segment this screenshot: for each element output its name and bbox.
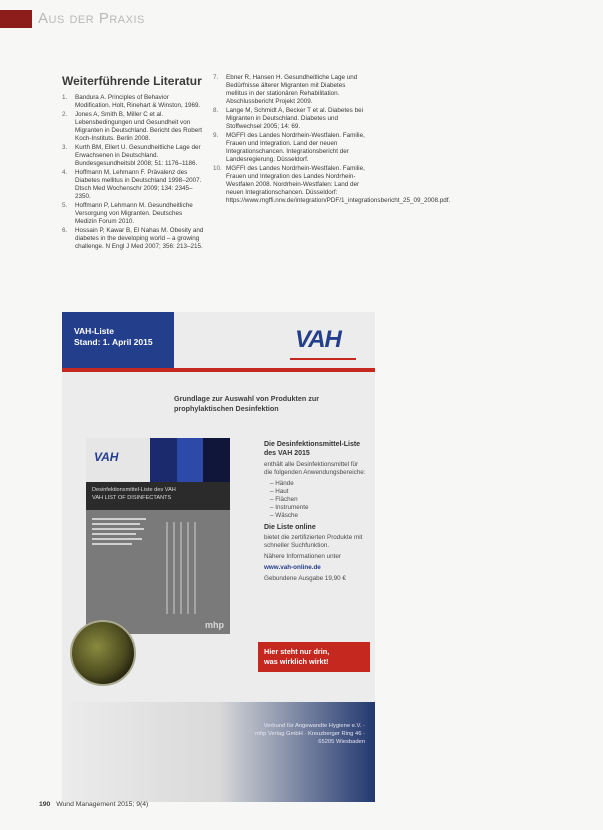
vah-advertisement <box>62 312 375 802</box>
ad-url-link[interactable]: www.vah-online.de <box>264 564 321 571</box>
cover-title: Desinfektionsmittel-Liste des VAH <box>92 487 176 493</box>
reference-text: Lange M, Schmidt A, Becker T et al. Diabetes bei Migranten in Deutschland. Diabetes und Stoffwechsel 2005; 14: 69. <box>226 107 363 130</box>
ad-order-label: Nähere Informationen unter <box>264 553 342 560</box>
ad-red-rule <box>62 368 375 372</box>
reference-number: 2. <box>62 111 68 118</box>
reference-item <box>62 111 204 143</box>
journal-name: Wund Management 2015; 9(4) <box>56 801 149 808</box>
vah-logo: VAH <box>295 326 341 353</box>
reference-text: Jones A, Smith B, Miller C et al. Lebensbedingungen und Gesundheit von Migranten in Deutschland. Bericht des Robert Koch-Instituts. Berlin 2008. <box>75 111 203 142</box>
reference-number: 5. <box>62 202 68 209</box>
reference-number: 6. <box>62 227 68 234</box>
reference-item <box>62 227 204 251</box>
reference-text: Kurth BM, Ellert U. Gesundheitliche Lage der Erwachsenen in Deutschland. Bundesgesundheitsbl 2008; 51: 1176–1186. <box>75 144 201 167</box>
literature-right-column <box>213 74 451 206</box>
reference-number: 4. <box>62 169 68 176</box>
references-list-left <box>62 94 204 251</box>
reference-number: 1. <box>62 94 68 101</box>
cover-stripes <box>166 522 206 614</box>
ad-info-heading: Die Desinfektionsmittel-Liste des VAH 2015 <box>264 441 361 457</box>
ad-online-text: bietet die zertifizierten Produkte mit schneller Suchfunktion. <box>264 534 363 549</box>
page-number: 190 <box>39 801 51 808</box>
ad-bullet-item: – Wäsche <box>270 512 298 519</box>
literature-title: Weiterführende Literatur <box>62 74 202 88</box>
reference-text: MGFFI des Landes Nordrhein-Westfalen. Familie, Frauen und Integration. Land der neuen Integrationschancen. Integrationsbericht der Landesregierung. Düsseldorf. <box>226 132 365 163</box>
reference-item <box>213 132 366 164</box>
reference-text: Hossain P, Kawar B, El Nahas M. Obesity and diabetes in the developing world – a growing challenge. N Engl J Med 2007; 356: 213–215. <box>75 227 204 250</box>
reference-item <box>213 107 366 131</box>
references-list-right <box>213 74 451 205</box>
petri-dish-image <box>70 620 136 686</box>
ad-banner-title: VAH-Liste <box>74 326 114 336</box>
reference-text: Bandura A. Principles of Behavior Modification. Holt, Rinehart & Winston, 1969. <box>75 94 201 109</box>
reference-text: Hoffmann P, Lehmann M. Gesundheitliche Versorgung von Migranten. Deutsches Medizin Forum 2010. <box>75 202 193 225</box>
ad-banner <box>62 312 174 368</box>
section-marker <box>0 10 32 28</box>
ad-footer-text: Verbund für Angewandte Hygiene e.V. · mhp Verlag GmbH · Kreuzberger Ring 46 · 65205 Wiesbaden <box>255 723 365 745</box>
cover-publisher: mhp <box>205 620 224 630</box>
reference-item <box>62 94 204 110</box>
reference-item <box>62 202 204 226</box>
reference-text: Ebner R, Hansen H. Gesundheitliche Lage und Bedürfnisse älterer Migranten mit Diabetes mellitus in der stationären Rehabilitation. Abschlussbericht Projekt 2009. <box>226 74 358 105</box>
reference-item <box>62 169 204 201</box>
ad-bullet-item: – Instrumente <box>270 504 309 511</box>
reference-text: Hoffmann M, Lehmann F. Prävalenz des Diabetes mellitus in Deutschland 1998–2007. Dtsch Med Wochenschr 2009; 134: 2345–2350. <box>75 169 202 200</box>
reference-number: 8. <box>213 107 219 114</box>
ad-bullet-item: – Hände <box>270 480 294 487</box>
cover-color-blocks <box>150 438 230 482</box>
ad-price-text: Gebundene Ausgabe 19,90 € <box>264 575 346 582</box>
ad-bullet-list <box>264 480 368 520</box>
ad-banner-date: Stand: 1. April 2015 <box>74 337 153 347</box>
cover-title-band <box>86 482 230 510</box>
ad-info-intro: enthält alle Desinfektionsmittel für die folgenden Anwendungsbereiche: <box>264 461 366 476</box>
vah-logo-underline <box>290 358 356 360</box>
ad-info-column <box>264 440 368 586</box>
book-cover <box>86 438 230 634</box>
page-footer <box>39 801 148 808</box>
ad-footer-gradient <box>62 702 375 802</box>
section-title: Aus der Praxis <box>38 10 145 27</box>
cover-text-lines <box>92 518 146 548</box>
cover-logo: VAH <box>94 450 119 464</box>
ad-bullet-item: – Haut <box>270 488 289 495</box>
reference-item <box>62 144 204 168</box>
ad-slogan-line2: was wirklich wirkt! <box>264 657 329 666</box>
reference-item <box>213 165 451 205</box>
reference-number: 7. <box>213 74 219 81</box>
ad-slogan-line1: Hier steht nur drin, <box>264 647 330 656</box>
reference-number: 9. <box>213 132 219 139</box>
reference-number: 3. <box>62 144 68 151</box>
reference-item <box>213 74 366 106</box>
ad-slogan-box <box>258 642 370 672</box>
ad-headline: Grundlage zur Auswahl von Produkten zur prophylaktischen Desinfektion <box>174 394 320 413</box>
reference-number: 10. <box>213 165 222 172</box>
ad-online-heading: Die Liste online <box>264 524 316 531</box>
cover-subtitle: VAH LIST OF DISINFECTANTS <box>92 495 172 501</box>
literature-left-column <box>62 74 204 252</box>
reference-text: MGFFI des Landes Nordrhein-Westfalen. Familie, Frauen und Integration des Landes Nordrhein-Westfalen 2008. Nordrhein-Westfalen: Land der neuen Integrationschancen. Düsseldorf: https://www.mgffi.nrw.de/integration/PDF/1_integrationsbericht_25_09_2008.pdf. <box>226 165 451 204</box>
ad-bullet-item: – Flächen <box>270 496 298 503</box>
